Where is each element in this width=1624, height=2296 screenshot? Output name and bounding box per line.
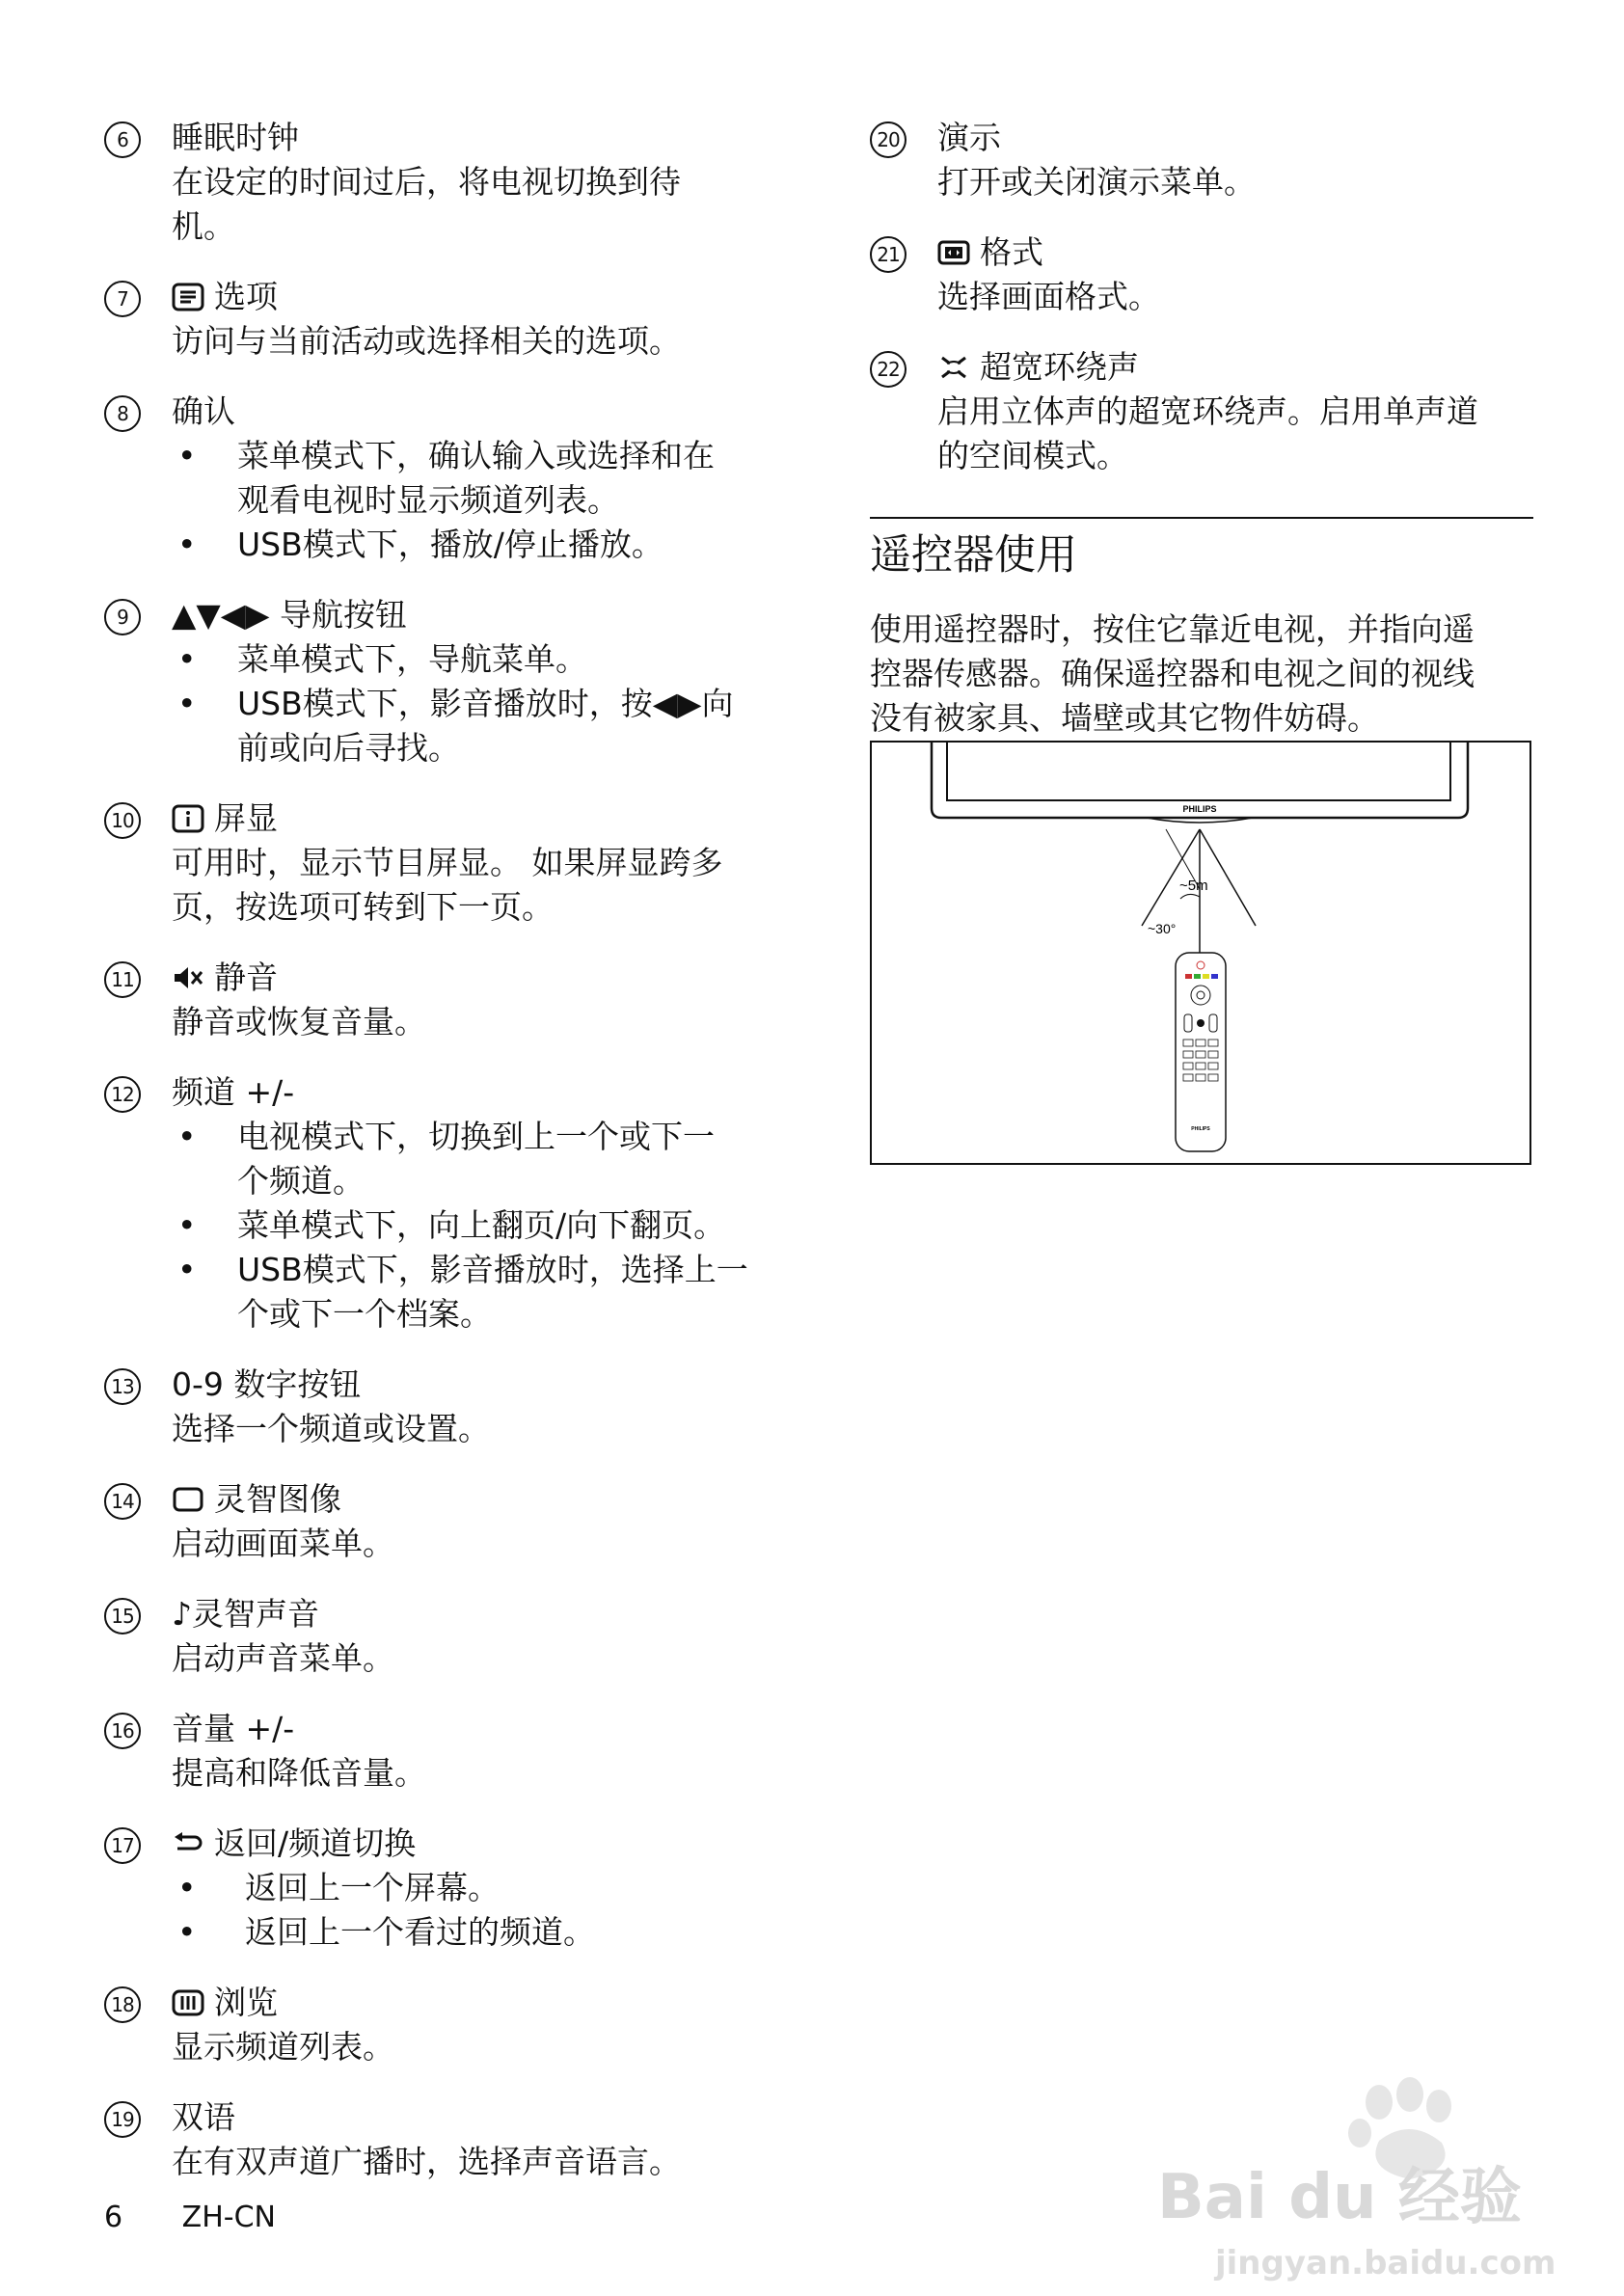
item-number: 21 <box>870 236 907 273</box>
item-smart-sound <box>104 1592 779 1681</box>
item-browse <box>104 1981 779 2069</box>
item-number: 20 <box>870 122 907 158</box>
item-sleep-timer <box>104 116 779 249</box>
item-number: 16 <box>104 1713 141 1749</box>
item-channel <box>104 1070 779 1337</box>
bullet-item: • 菜单模式下，确认输入或选择和在 观看电视时显示频道列表。 <box>172 434 779 523</box>
item-desc-line: 可用时，显示节目屏显。 如果屏显跨多 <box>172 844 723 881</box>
item-title: 灵智图像 <box>214 1480 341 1518</box>
item-desc-line: 页，按选项可转到下一页。 <box>172 888 554 926</box>
item-title: 音量 +/- <box>172 1710 295 1747</box>
section-line: 控器传感器。确保遥控器和电视之间的视线 <box>870 655 1475 692</box>
section-line: 没有被家具、墙壁或其它物件妨碍。 <box>870 699 1379 737</box>
options-icon <box>172 283 204 311</box>
item-number: 13 <box>104 1368 141 1405</box>
item-info <box>104 797 779 930</box>
tv-brand: PHILIPS <box>1182 804 1217 814</box>
page-footer <box>104 2201 326 2234</box>
item-number: 6 <box>104 122 141 158</box>
remote-usage-figure <box>870 741 1531 1165</box>
item-title: 超宽环绕声 <box>980 348 1139 386</box>
item-title: 返回/频道切换 <box>214 1824 417 1862</box>
item-desc-line: 静音或恢复音量。 <box>172 1003 426 1040</box>
item-desc-line: 的空间模式。 <box>937 437 1128 474</box>
item-title: 屏显 <box>214 799 278 837</box>
language-code: ZH-CN <box>181 2201 276 2234</box>
item-number: 15 <box>104 1598 141 1634</box>
item-desc-line: 启动画面菜单。 <box>172 1525 394 1562</box>
back-icon <box>172 1829 204 1858</box>
baidu-watermark <box>1157 2073 1562 2285</box>
item-title: 演示 <box>937 119 1001 156</box>
item-desc-line: 在有双声道广播时，选择声音语言。 <box>172 2143 681 2180</box>
item-number: 10 <box>104 802 141 839</box>
item-desc-line: 选择画面格式。 <box>937 278 1160 315</box>
item-number: 18 <box>104 1986 141 2023</box>
angle-label: ~30° <box>1148 921 1177 936</box>
browse-icon <box>172 1988 204 2017</box>
item-number: 12 <box>104 1076 141 1113</box>
distance-label: ~5m <box>1179 878 1208 894</box>
page-number: 6 <box>104 2201 123 2234</box>
bullet-item: • 菜单模式下，向上翻页/向下翻页。 <box>172 1203 779 1248</box>
bullet-item: • 电视模式下，切换到上一个或下一 个频道。 <box>172 1115 779 1203</box>
section-divider <box>870 517 1533 519</box>
item-format <box>870 230 1535 319</box>
item-title: 双语 <box>172 2098 235 2136</box>
item-title: 确认 <box>172 392 235 430</box>
item-title: 选项 <box>214 278 278 315</box>
item-number: 9 <box>104 599 141 635</box>
item-desc-line: 启动声音菜单。 <box>172 1639 394 1677</box>
item-navigation <box>104 593 779 770</box>
item-number: 11 <box>104 961 141 998</box>
left-column <box>104 116 779 2210</box>
bullet-item: • USB模式下，播放/停止播放。 <box>172 523 779 567</box>
item-surround <box>870 345 1535 478</box>
watermark-url: jingyan.baidu.com <box>1215 2244 1556 2282</box>
tv-remote-diagram <box>872 743 1529 1163</box>
section-title: 遥控器使用 <box>870 531 1077 580</box>
remote-brand: PHILIPS <box>1191 1126 1210 1132</box>
bullet-item: • 返回上一个屏幕。 <box>172 1866 779 1910</box>
item-smart-picture <box>104 1477 779 1566</box>
item-numeric <box>104 1363 779 1451</box>
item-title: 静音 <box>214 959 278 996</box>
angle-arc <box>1180 894 1200 899</box>
item-volume <box>104 1707 779 1796</box>
surround-icon <box>937 353 970 382</box>
item-desc-line: 显示频道列表。 <box>172 2028 394 2066</box>
watermark-logo: Bai du 经验 <box>1157 2162 1522 2233</box>
bullet-item: • USB模式下，影音播放时，按◀▶向 前或向后寻找。 <box>172 682 779 770</box>
right-column <box>870 116 1535 741</box>
bullet-item: • 菜单模式下，导航菜单。 <box>172 637 779 682</box>
item-desc-line: 打开或关闭演示菜单。 <box>937 163 1256 201</box>
item-title: 睡眠时钟 <box>172 119 299 156</box>
item-number: 17 <box>104 1827 141 1864</box>
item-dual <box>104 2095 779 2184</box>
item-mute <box>104 956 779 1044</box>
item-desc-line: 提高和降低音量。 <box>172 1754 426 1792</box>
item-desc-line: 启用立体声的超宽环绕声。启用单声道 <box>937 392 1478 430</box>
section-line: 使用遥控器时，按住它靠近电视，并指向遥 <box>870 610 1475 648</box>
item-number: 19 <box>104 2101 141 2138</box>
bullet-item: • 返回上一个看过的频道。 <box>172 1910 779 1955</box>
item-ok <box>104 390 779 567</box>
item-number: 8 <box>104 395 141 432</box>
item-desc-line: 选择一个频道或设置。 <box>172 1410 490 1447</box>
item-desc-line: 在设定的时间过后，将电视切换到待 <box>172 163 681 201</box>
item-number: 14 <box>104 1483 141 1520</box>
item-title: ▲▼◀▶ 导航按钮 <box>172 596 408 634</box>
smart-picture-icon <box>172 1485 204 1514</box>
item-number: 22 <box>870 351 907 388</box>
item-title: ♪灵智声音 <box>172 1595 320 1633</box>
item-demo <box>870 116 1535 204</box>
format-icon <box>937 238 970 267</box>
item-title: 0-9 数字按钮 <box>172 1365 362 1403</box>
bullet-item: • USB模式下，影音播放时，选择上一 个或下一个档案。 <box>172 1248 779 1337</box>
item-back <box>104 1822 779 1955</box>
item-desc-line: 机。 <box>172 207 235 245</box>
item-title: 浏览 <box>214 1984 278 2021</box>
mute-icon <box>172 963 204 992</box>
view-line-right <box>1200 829 1256 926</box>
item-options <box>104 275 779 364</box>
item-number: 7 <box>104 281 141 317</box>
item-title: 频道 +/- <box>172 1073 295 1111</box>
item-desc-line: 访问与当前活动或选择相关的选项。 <box>172 322 681 360</box>
item-title: 格式 <box>980 233 1043 271</box>
info-icon <box>172 804 204 833</box>
